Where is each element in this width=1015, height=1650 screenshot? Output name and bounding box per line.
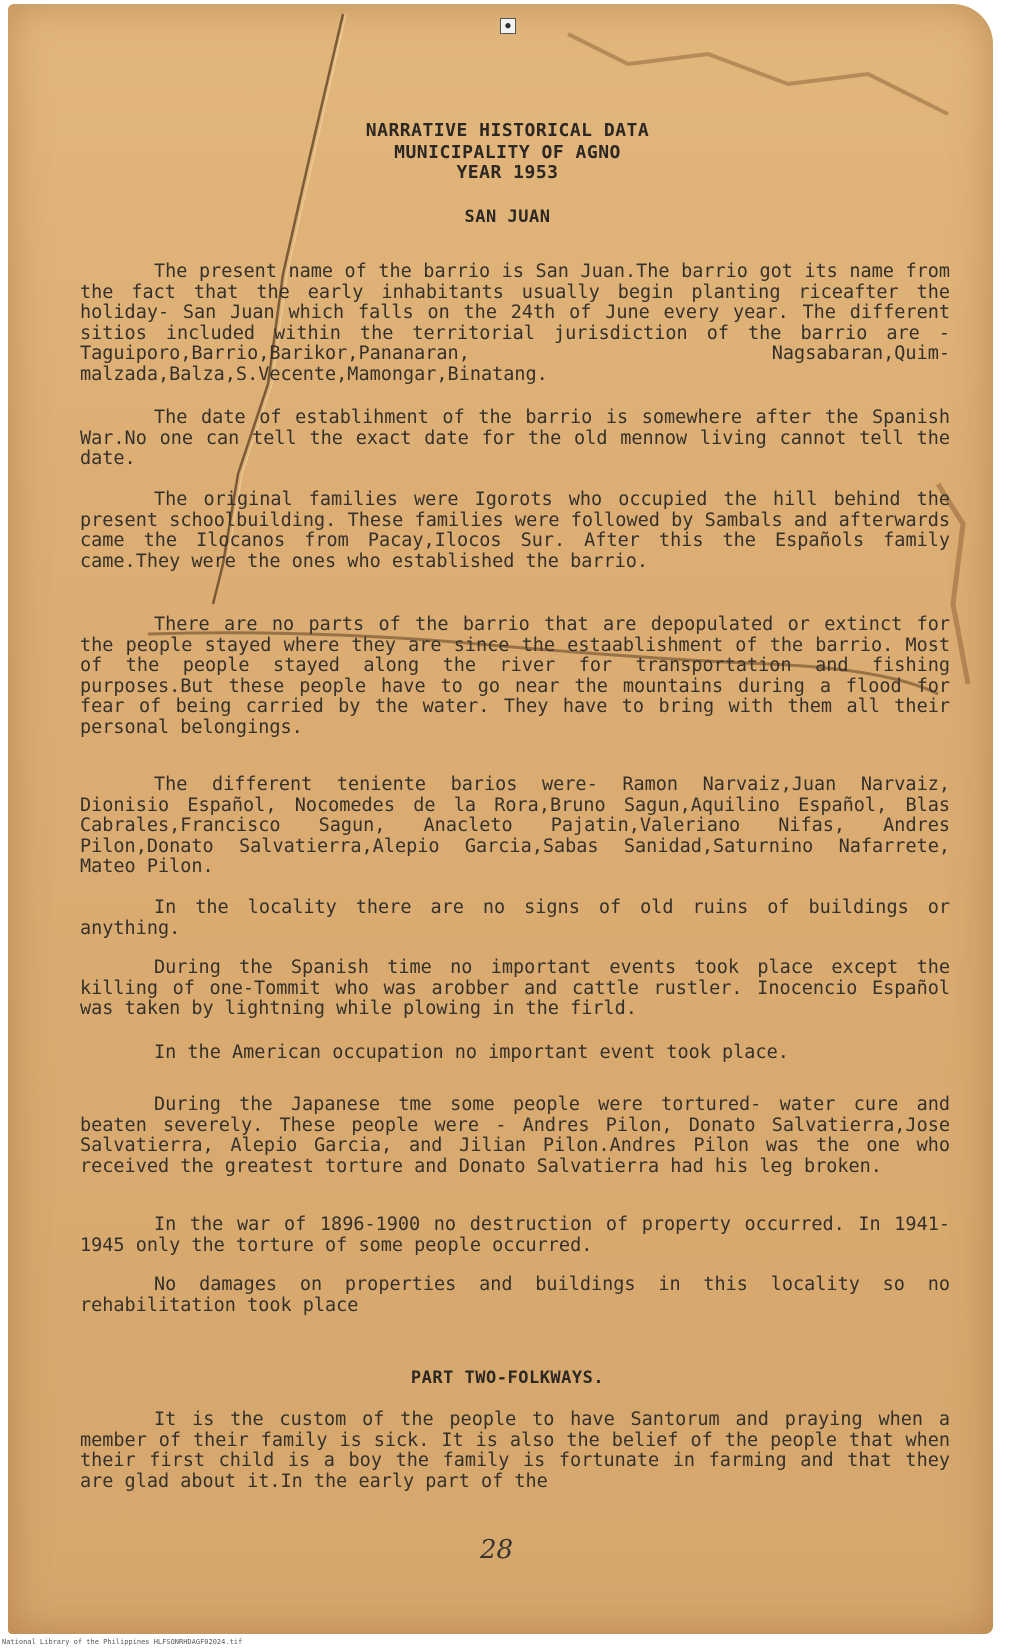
year-heading: YEAR 1953	[456, 162, 559, 183]
paragraph-japanese-time: During the Japanese tme some people were tortured- water cure and beaten severely. These people were - Andres Pilon, Donato Salvatierra,Jose Salvatierra, Alepio Garcia, and Jilian Pilon.Andres Pilon was the one who received the greatest torture and Donato Salvatierra had his leg broken.	[80, 1094, 950, 1177]
paragraph-establishment: The date of establihment of the barrio is somewhere after the Spanish War.No one can tell the exact date for the old mennow living cannot tell the date.	[80, 407, 950, 469]
library-stamp-icon: ●	[500, 18, 516, 34]
municipality-heading: MUNICIPALITY OF AGNO	[394, 142, 621, 163]
paragraph-american-occupation: In the American occupation no important event took place.	[154, 1042, 789, 1063]
document-title: NARRATIVE HISTORICAL DATA	[365, 120, 650, 141]
paragraph-ruins: In the locality there are no signs of old ruins of buildings or anything.	[80, 897, 950, 939]
archive-footer: National Library of the Philippines HLFSONRHDAGF02024.tif	[2, 1638, 243, 1646]
page-number: 28	[480, 1535, 514, 1565]
paragraph-teniente-barrios: The different teniente barios were- Ramon Narvaiz,Juan Narvaiz, Dionisio Español, Nocomedes de la Rora,Bruno Sagun,Aquilino Español, Blas Cabrales,Francisco Sagun, Anacleto Pajatin,Valeriano Nifas, Andres Pilon,Donato Salvatierra,Alepio Garcia,Sabas Sanidad,Saturnino Nafarrete, Mateo Pilon.	[80, 774, 950, 877]
paragraph-folkways: It is the custom of the people to have Santorum and praying when a member of their family is sick. It is also the belief of the people that when their first child is a boy the family is fortunate in farming and that they are glad about it.In the early part of the	[80, 1409, 950, 1492]
paragraph-rehabilitation: No damages on properties and buildings in this locality so no rehabilitation took place	[80, 1274, 950, 1316]
part-two-heading: PART TWO-FOLKWAYS.	[410, 1368, 605, 1388]
paragraph-war-destruction: In the war of 1896-1900 no destruction of property occurred. In 1941-1945 only the torture of some people occurred.	[80, 1214, 950, 1256]
paragraph-original-families: The original families were Igorots who occupied the hill behind the present schoolbuilding. These families were followed by Sambals and afterwards came the Ilocanos from Pacay,Ilocos Sur. After this the Españols family came.They were the ones who established the barrio.	[80, 489, 950, 572]
paragraph-depopulated-parts: There are no parts of the barrio that are depopulated or extinct for the people stayed where they are since the estaablishment of the barrio. Most of the people stayed along the river for transportation and fishing purposes.But these people have to go near the mountains during a flood for fear of being carried by the water. They have to bring with them all their personal belongings.	[80, 614, 950, 738]
barrio-heading: SAN JUAN	[464, 207, 551, 227]
paragraph-barrio-name: The present name of the barrio is San Juan.The barrio got its name from the fact that the early inhabitants usually begin planting riceafter the holiday- San Juan which falls on the 24th of June every year. The different sitios included within the territorial jurisdiction of the barrio are - Taguiporo,Barrio,Barikor,Pananaran, Nagsabaran,Quim-malzada,Balza,S.Vecente,Mamongar,Binatang.	[80, 261, 950, 385]
paragraph-spanish-time: During the Spanish time no important events took place except the killing of one-Tommit who was arobber and cattle rustler. Inocencio Español was taken by lightning while plowing in the firld.	[80, 957, 950, 1019]
